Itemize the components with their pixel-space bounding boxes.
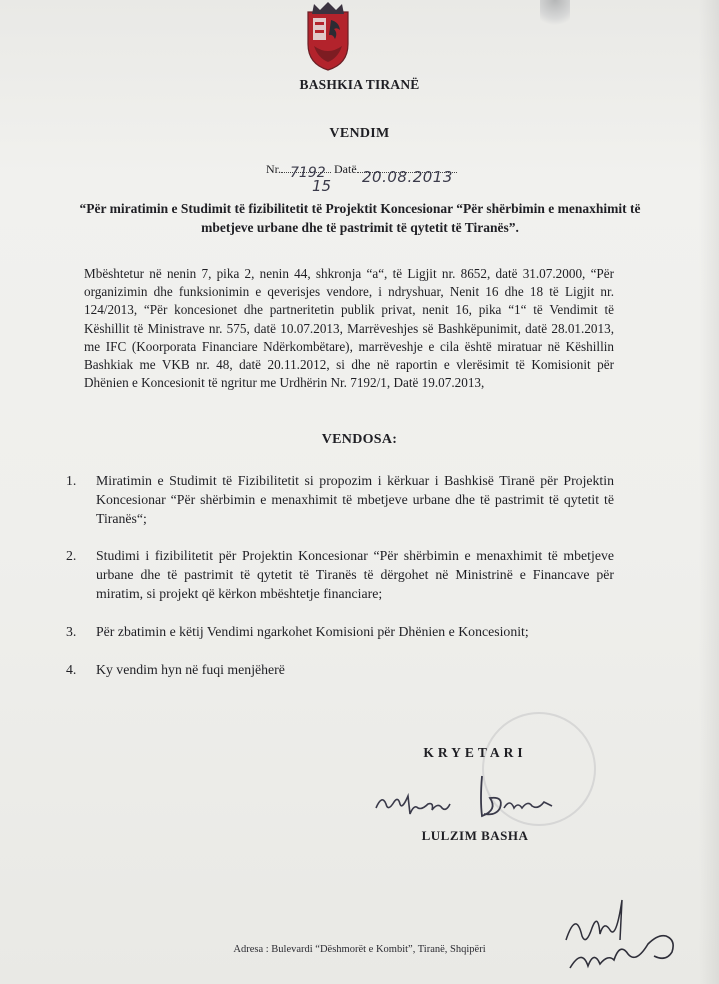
item-number: 3. xyxy=(66,623,77,639)
footer-address: Adresa : Bulevardi “Dëshmorët e Kombit”, Tiranë, Shqipëri xyxy=(233,944,486,955)
item-number: 4. xyxy=(66,661,77,677)
number-prefix: Nr. xyxy=(266,162,281,176)
document-type: VENDIM xyxy=(329,126,390,141)
item-text: Miratimin e Studimit të Fizibilitetit si propozim i kërkuar i Bashkisë Tiranë për Projektin Koncesionar “Për shërbimin e menaxhimit të mbetjeve urbane dhe të pastrimit të qytetit të Tiranës“; xyxy=(96,473,614,526)
item-number: 1. xyxy=(66,473,77,488)
list-item xyxy=(66,472,614,528)
list-item xyxy=(66,661,614,680)
item-text: Për zbatimin e këtij Vendimi ngarkohet Komisioni për Dhënien e Koncesionit; xyxy=(96,623,529,639)
municipality-name: BASHKIA TIRANË xyxy=(299,77,420,92)
date-label: Datë xyxy=(334,162,357,176)
marginal-handwritten-note xyxy=(560,880,710,980)
handwritten-signature xyxy=(372,768,572,824)
paper-clip-shadow xyxy=(540,0,570,30)
decision-heading: VENDOSA: xyxy=(321,432,398,447)
item-text: Studimi i fizibilitetit për Projektin Koncesionar “Për shërbimin e menaxhimit të mbetjeve urbane dhe të pastrimit të qytetit të Tiranës të dërgohet në Ministrinë e Financave për miratim, si projekt që kërkon mbështetje financiare; xyxy=(96,548,614,601)
tirana-coat-of-arms-icon xyxy=(300,0,356,72)
decision-title: “Për miratimin e Studimit të fizibilitetit të Projektit Koncesionar “Për shërbimin e menaxhimit të mbetjeve urbane dhe të pastrimit të qytetit të Tiranës”. xyxy=(79,201,641,235)
signatory-name: LULZIM BASHA xyxy=(421,828,529,843)
handwritten-date: 20.08.2013 xyxy=(362,168,453,186)
list-item xyxy=(66,623,614,642)
handwritten-number-suffix: 15 xyxy=(312,177,332,195)
handwritten-number: 7192 xyxy=(290,165,326,181)
item-number: 2. xyxy=(66,548,77,564)
list-item xyxy=(66,547,614,603)
decision-items xyxy=(66,472,614,698)
signatory-title: KRYETARI xyxy=(423,745,527,760)
item-text: Ky vendim hyn në fuqi menjëherë xyxy=(96,661,285,677)
page-edge-shadow xyxy=(699,0,719,984)
preamble-paragraph: Mbështetur në nenin 7, pika 2, nenin 44, shkronja “a“, të Ligjit nr. 8652, datë 31.07.2000, “Për organizimin dhe funksionimin e qeverisjes vendore, i ndryshuar, Nenit 16 dhe 18 të Ligjit nr. 124/2013, “Për koncesionet dhe partneritetin publik privat, nenit 16, pika “1“ të Vendimit të Këshillit të Ministrave nr. 575, datë 10.07.2013, Marrëveshjes së Bashkëpunimit, datë 28.01.2013, me IFC (Koorporata Financiare Ndërkombëtare), marrëveshje e cila është miratuar në Këshillin Bashkiak me VKB nr. 48, datë 20.11.2012, si dhe në raportin e vlerësimit të Komisionit për Dhënien e Koncesionit të ngritur me Urdhërin Nr. 7192/1, Datë 19.07.2013, xyxy=(84,266,614,391)
